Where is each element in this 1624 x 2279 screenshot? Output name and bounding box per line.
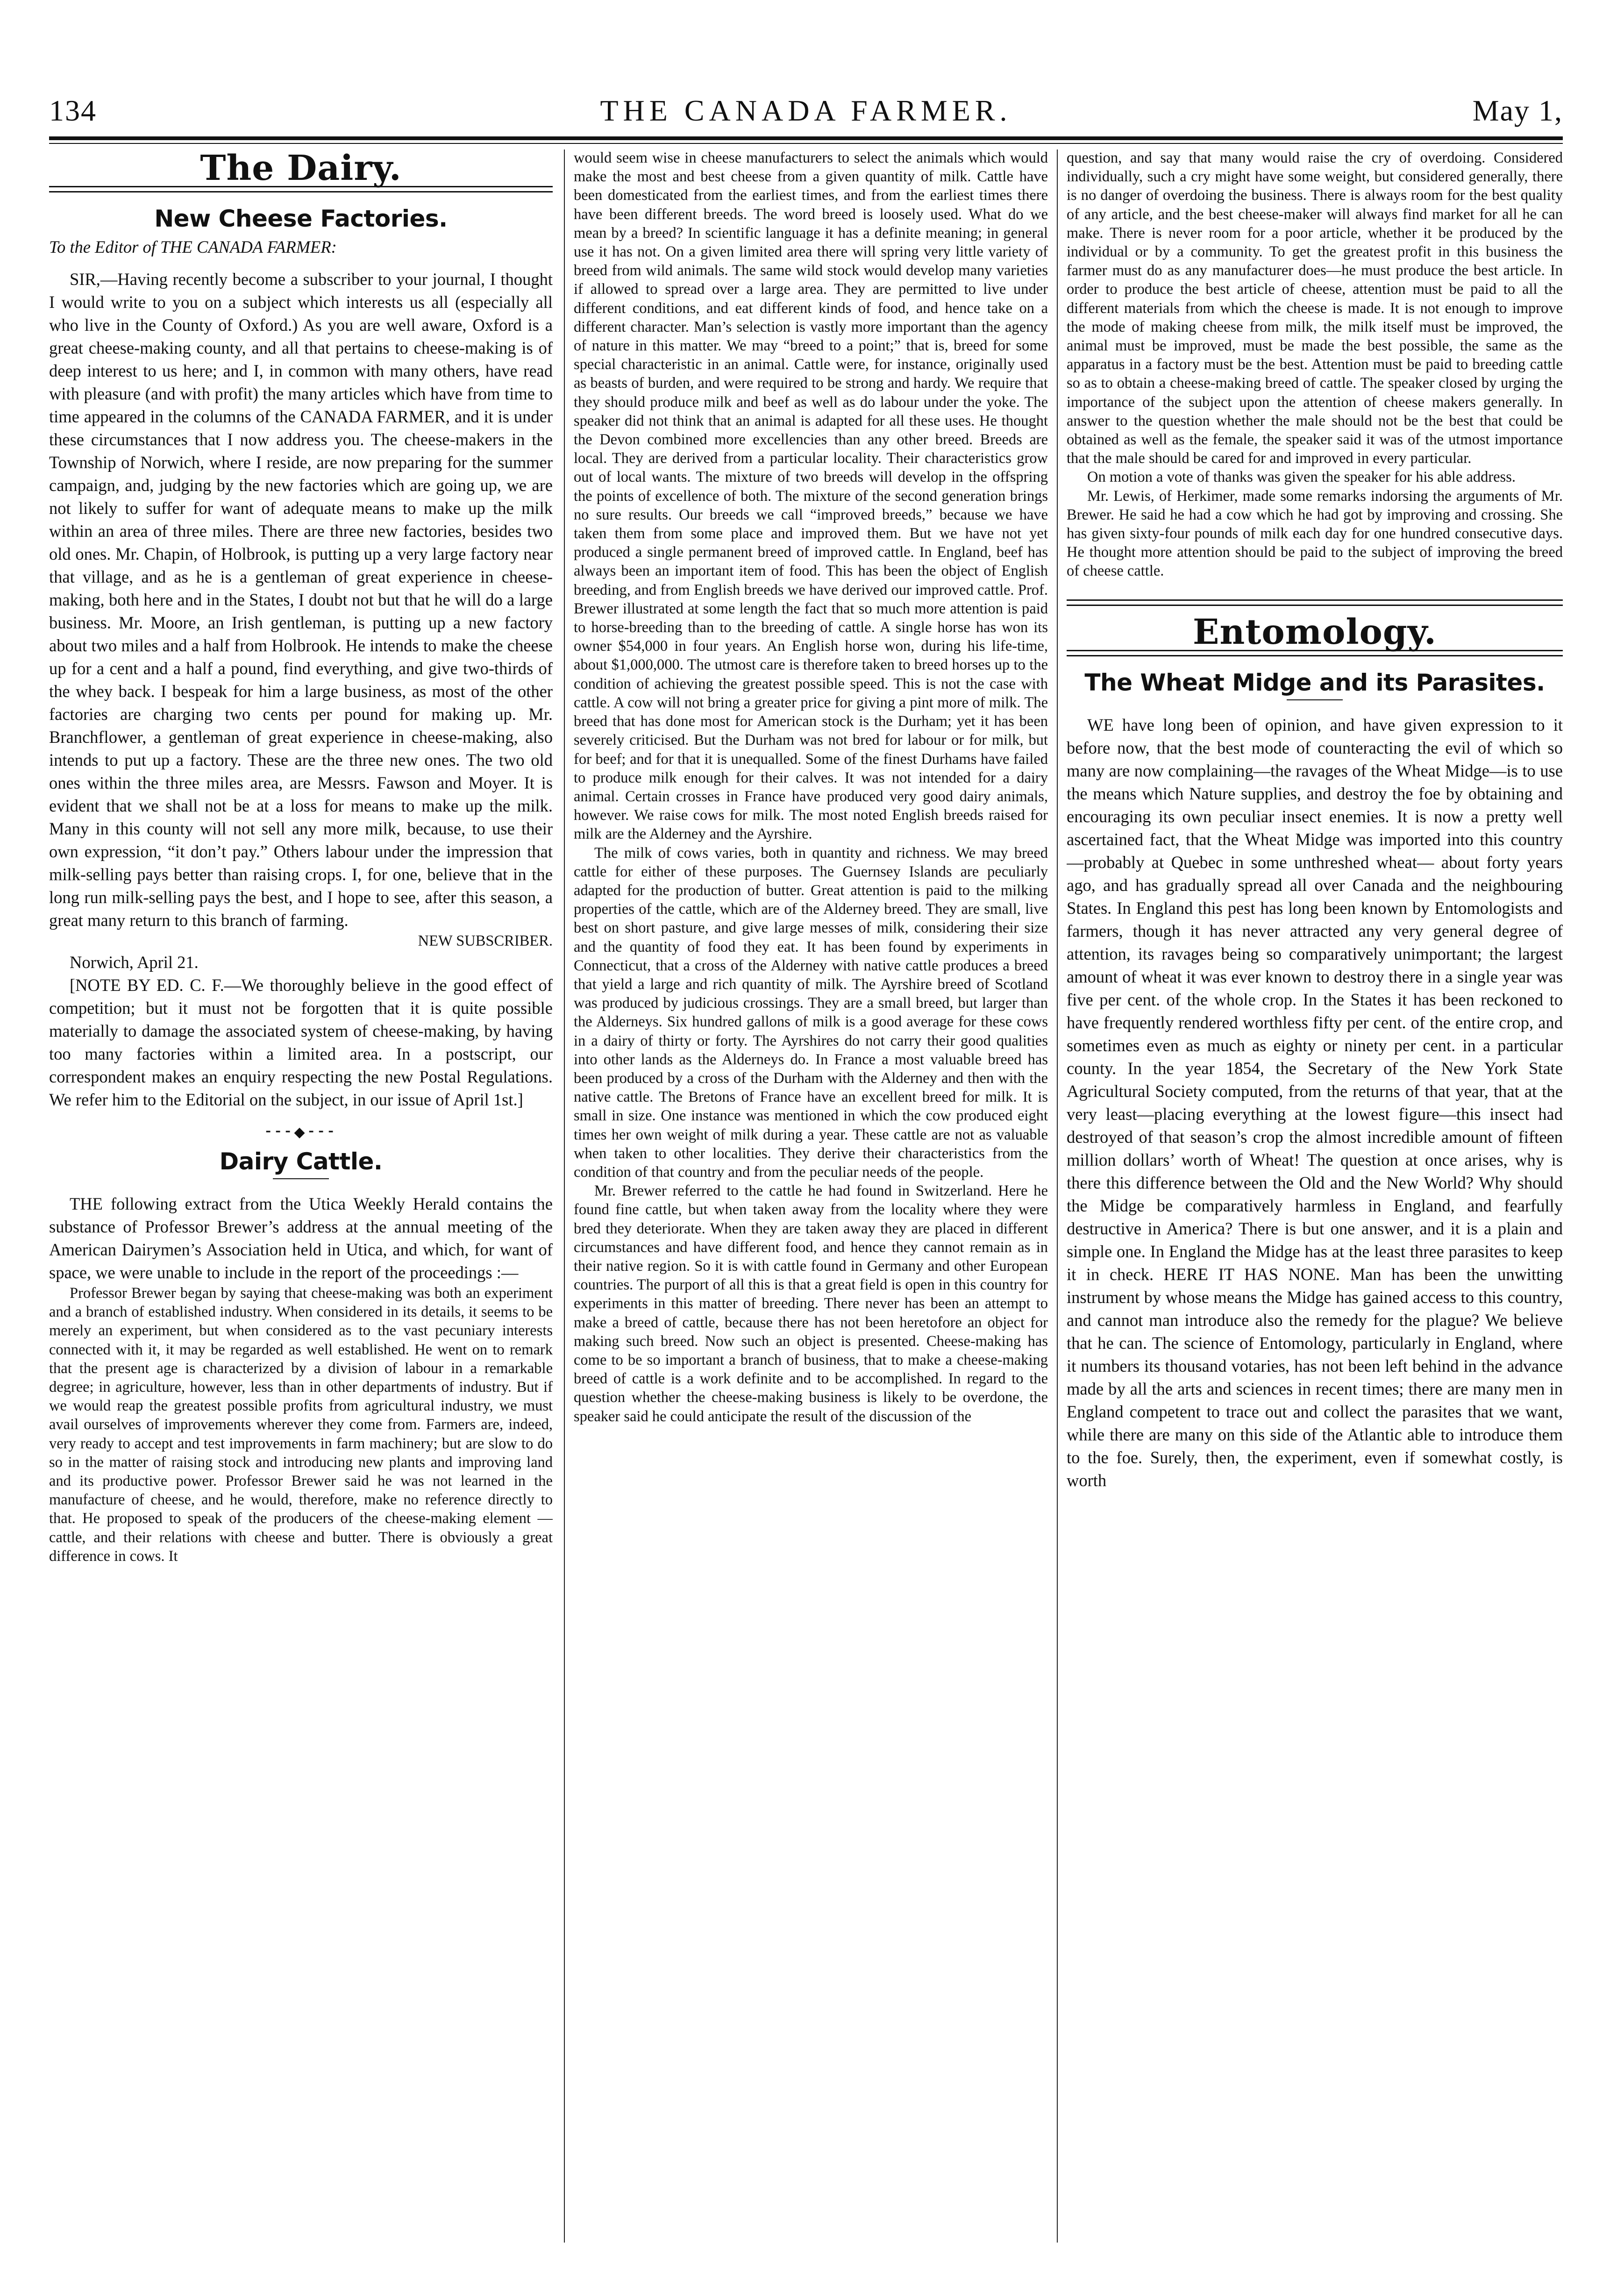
title-rule xyxy=(273,1178,329,1179)
letter-body: SIR,—Having recently become a subscriber to your journal, I thought I would write to you on a subject which interests us all (especially all who live in the County of Oxford.) As you are well aware, Oxford is a great cheese-making county, and all that pertains to cheese-making is of deep interest to us here; and I, in common with many others, have read with pleasure (and with profit) the many articles which have from time to time appeared in the columns of the CANADA FARMER, and it is under these circumstances that I now address you. The cheese-makers in the Township of Norwich, where I reside, are now preparing for the summer campaign, and, judging by the new factories which are going up, we are not likely to suffer for want of adequate means to make up the milk within an area of three miles. There are three new factories, besides two old ones. Mr. Chapin, of Holbrook, is putting up a very large factory near that village, and as he is a gentleman of great experience in cheese-making, both here and in the States, I doubt not but that he will do a large business. Mr. Moore, an Irish gentleman, is putting up a new factory about two miles and a half from Holbrook. He intends to make the cheese up for a cent and a half a pound, find everything, and give two-thirds of the whey back. I bespeak for him a large business, as most of the other factories are charging two cents per pound for making up. Mr. Branchflower, a gentleman of great experience in cheese-making, also intends to put up a factory. These are the three new ones. The two old ones within the three miles area, are Messrs. Fawson and Moyer. It is evident that we shall not be at a loss for means to make up the milk. Many in this county will not sell any more milk, because, to use their own expression, “it don’t pay.” Others labour under the impression that milk-selling pays better than raising crops. I, for one, believe that in the long run milk-selling pays the best, and I hope to see, after this season, a great many return to this branch of farming. xyxy=(49,270,553,930)
dairy-cattle-body: Professor Brewer began by saying that cheese-making was both an experiment and a branch of established industry. When considered in its details, it seems to be merely an experiment, but when considered as to the vast pecuniary interests connected with it, it may be regarded as well established. He went on to remark that the present age is characterized by a division of labour in a remarkable degree; in agriculture, however, less than in other departments of industry. But if we would reap the greatest possible profits from agricultural industry, we must avail ourselves of improvements wherever they come from. Farmers are, indeed, very ready to accept and test improvements in farm machinery; but are slow to do so in the matter of raising stock and introducing new plants and improving land and its productive power. Professor Brewer said he was not learned in the manufacture of cheese, and he would, therefore, make no reference directly to that. He proposed to speak of the producers of the cheese-making element —cattle, and their relations with cheese and butter. There is obviously a great difference in cows. It xyxy=(49,1285,553,1565)
salutation: To the Editor of THE CANADA FARMER: xyxy=(49,237,337,257)
department-heading-dairy: The Dairy. xyxy=(200,149,402,188)
article-title-wheat-midge: The Wheat Midge and its Parasites. xyxy=(1084,669,1545,696)
column-2-paragraph: The milk of cows varies, both in quantity and richness. We may breed cattle for either of these purposes. The Guernsey Islands are peculiarly adapted for the production of butter. Great attention is paid to the milking properties of the cattle, which are of the Alderney breed. They are small, live best on short pasture, and give large messes of milk, considering their size and the quantity of food they eat. It has been found by experiments in Connecticut, that a cross of the Alderney with native cattle produces a breed that yield a large and rich quantity of milk. The Ayrshire breed of Scotland was produced by judicious crossings. They are a small breed, but larger than the Alderneys. Six hundred gallons of milk is a good average for these cows in a dairy of thirty or forty. The Ayrshires do not carry their good qualities into other lands as the Alderneys do. In France a most valuable breed has been produced by a cross of the Durham with the Alderney and then with the native cattle. The Bretons of France have an excellent breed for milk. It is small in size. One instance was mentioned in which the cow produced eight times her own weight of milk during a year. These cattle are not as valuable when taken to other localities. They derive their characteristics from the condition of that country and from the peculiar needs of the people. xyxy=(574,844,1048,1181)
department-heading-entomology: Entomology. xyxy=(1193,612,1437,652)
header-rule-thin xyxy=(49,143,1563,144)
section-rule xyxy=(1067,599,1563,606)
column-separator xyxy=(564,150,565,2243)
letter-signature: NEW SUBSCRIBER. xyxy=(418,933,553,950)
column-3 xyxy=(1067,149,1563,2260)
column-2-paragraph: would seem wise in cheese manufacturers to select the animals which would make the most and best cheese from a given quantity of milk. Cattle have been domesticated from the earliest times, and from the earliest times there have been different breeds. The word breed is loosely used. What do we mean by a breed? In scientific language it has a definite meaning; in general use it has not. On a given limited area there will spring very little variety of breed from wild animals. The same wild stock would develop many varieties if allowed to spread over a large area. They are permitted to live under different conditions, and eat different kinds of food, and hence take on a different character. Man’s selection is vastly more important than the agency of nature in this matter. We may “breed to a point;” that is, breed for some special characteristic in an animal. Cattle were, for instance, originally used as beasts of burden, and were required to be strong and hardy. We require that they should produce milk and beef as well as do labour under the yoke. The speaker did not think that an animal is adapted for all these uses. He thought the Devon combined more excellencies than any other breed. Breeds are local. They are derived from a particular locality. Their characteristics grow out of local wants. The mixture of two breeds will develop in the offspring the points of excellence of both. The mixture of the second generation brings no sure results. Our breeds we call “improved breeds,” because we have taken them from some place and improved them. But we have not yet produced a single permanent breed of improved cattle. In England, beef has always been an important item of food. This has been the object of English breeding, and from English breeds we have derived our improved cattle. Prof. Brewer illustrated at some length the fact that so much more attention is paid to horse-breeding than to the breeding of cattle. A single horse has won its owner $54,000 in four years. An English horse won, during his life-time, about $1,000,000. The utmost care is therefore taken to breed horses up to the condition of achieving the greatest possible speed. This is not the case with cattle. A cow will not bring a greater price for giving a pint more of milk. The breed that has done most for American stock is the Durham; yet it has been severely criticised. But the Durham was not bred for labour or for milk, but for beef; and for that it is unequalled. Some of the finest Durhams have failed to produce milk enough for their calves. It was not intended for a dairy animal. Certain crosses in France have produced very good dairy animals, however. We raise cows for milk. The most noted English breeds raised for milk are the Alderney and the Ayrshire. xyxy=(574,150,1048,843)
editor-note: [NOTE BY ED. C. F.—We thoroughly believe in the good effect of competition; but it must not be forgotten that it is quite possible materially to damage the associated system of cheese-making, by having too many factories within a limited area. In a postscript, our correspondent makes an enquiry respecting the new Postal Regulations. We refer him to the Editorial on the subject, in our issue of April 1st.] xyxy=(49,975,553,1109)
issue-date: May 1, xyxy=(1472,94,1563,127)
masthead-title: THE CANADA FARMER. xyxy=(600,94,1012,127)
column-1 xyxy=(49,149,553,2260)
page-number: 134 xyxy=(49,94,97,127)
wheat-midge-body: WE have long been of opinion, and have given expression to it before now, that the best mode of counteracting the evil of which so many are now complaining—the ravages of the Wheat Midge—is to use the means which Nature supplies, and destroy the foe by obtaining and encouraging its own peculiar insect enemies. It is now a pretty well ascertained fact, that the Wheat Midge was imported into this country —probably at Quebec in some unthreshed wheat— about forty years ago, and has gradually spread all over Canada and the neighbouring States. In England this pest has long been known by Entomologists and farmers, though it has never attracted any very general degree of attention, its ravages being so comparatively unimportant; the largest amount of wheat it was ever known to destroy there in a single year was five per cent. of the whole crop. In the States it has been reckoned to have frequently rendered worthless fifty per cent. of the entire crop, and sometimes even as much as eighty or ninety per cent. in a particular county. In the year 1854, the Secretary of the New York State Agricultural Society computed, from the returns of that year, that at the very least—placing everything at the lowest figure—this insect had destroyed of that season’s crop the almost incredible amount of fifteen million dollars’ worth of Wheat! The question at once arises, why is there this difference between the Old and the New World? Why should the Midge be comparatively harmless in England, and fearfully destructive in America? There is but one answer, and it is a plain and simple one. In England the Midge has at the least three parasites to keep it in check. HERE IT HAS NONE. Man has been the unwitting instrument by whose means the Midge has gained access to this country, and cannot man introduce also the remedy for the plague? We believe that he can. The science of Entomology, particularly in England, where it numbers its thousand votaries, has not been left behind in the advance made by all the arts and sciences in recent times; there are many men in England competent to trace out and collect the parasites that we want, while there are many on this side of the Atlantic able to introduce them to the foe. Surely, then, the experiment, even if somewhat costly, is worth xyxy=(1067,715,1563,1490)
title-rule xyxy=(1287,699,1343,700)
column-3-paragraph: Mr. Lewis, of Herkimer, made some remarks indorsing the arguments of Mr. Brewer. He said he had a cow which he had got by improving and crossing. She has given sixty-four pounds of milk each day for one hundred consecutive days. He thought more attention should be paid to the subject of improving the breed of cheese cattle. xyxy=(1067,487,1563,580)
letter-place-date: Norwich, April 21. xyxy=(70,952,199,972)
column-separator xyxy=(1057,150,1058,2243)
ornament-divider: ⁃⁃⁃◆⁃⁃⁃ xyxy=(264,1124,337,1140)
column-3-paragraph: question, and say that many would raise the cry of overdoing. Considered individually, such a cry might have some weight, but considered generally, there is no danger of overdoing the business. There is always room for the best quality of any article, and the best cheese-maker will always find market for all he can make. There is never room for a poor article, whether it be produced by the individual or by a community. To get the greatest profit in this business the farmer must do as any manufacturer does—he must produce the best article. In order to produce the best article of cheese, attention must be paid to all the different materials from which the cheese is made. It is not enough to improve the mode of making cheese from milk, the milk itself must be improved, the animal must be improved, must be made the best possible, the same as the apparatus in a factory must be the best. Attention must be paid to breeding cattle so as to obtain a cheese-making breed of cattle. The speaker closed by urging the importance of the subject upon the attention of cheese makers generally. In answer to the question whether the male should not be the best that could be obtained as well as the female, the speaker said it was of the utmost importance that the male should be cared for and improved in every particular. xyxy=(1067,150,1563,467)
article-title-cheese-factories: New Cheese Factories. xyxy=(154,205,448,233)
dairy-cattle-intro: THE following extract from the Utica Weekly Herald contains the substance of Professor Brewer’s address at the annual meeting of the American Dairymen’s Association held in Utica, and which, for want of space, we were unable to include in the report of the proceedings :— xyxy=(49,1194,553,1282)
header-rule xyxy=(49,136,1563,140)
article-title-dairy-cattle: Dairy Cattle. xyxy=(219,1147,383,1175)
column-2-paragraph: Mr. Brewer referred to the cattle he had found in Switzerland. Here he found fine cattle, but when taken away from the locality where they were bred they deteriorate. When they are taken away they are placed in different circumstances and have different food, and hence they cannot remain as in their native region. So it is with cattle found in Germany and other European countries. The purport of all this is that a great field is open in this country for experiments in this matter of breeding. There never has been an attempt to make a breed of cattle, because there has not been heretofore an object for making such breed. Now such an object is presented. Cheese-making has come to be so important a branch of business, that to make a cheese-making breed of cattle is a work definite and to be accomplished. In regard to the question whether the cheese-making business is likely to be overdone, the speaker said he could anticipate the result of the discussion of the xyxy=(574,1182,1048,1425)
column-3-paragraph: On motion a vote of thanks was given the speaker for his able address. xyxy=(1087,469,1516,486)
column-2 xyxy=(574,149,1048,2260)
